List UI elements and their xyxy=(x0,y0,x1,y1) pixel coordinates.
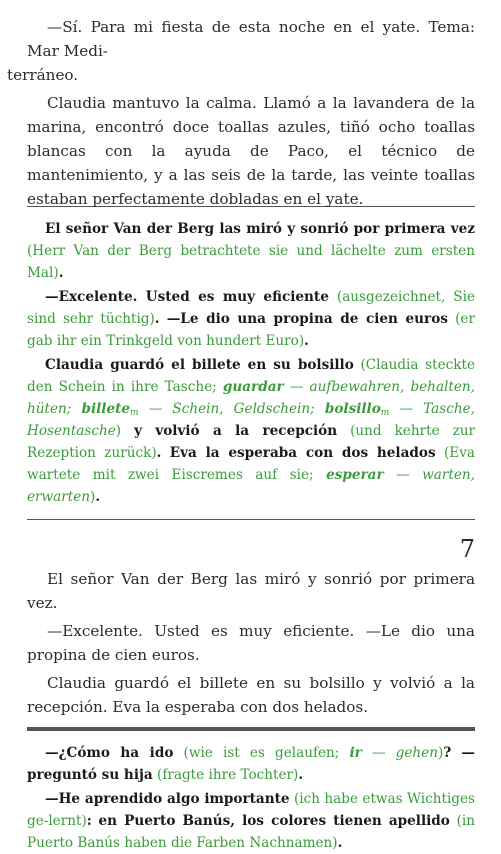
paragraph: —He aprendido algo importante (ich habe etwas Wichtiges ge-lernt): en Puerto Banús, los colores tienen apellido (in Puerto Banús haben die Farben Nachnamen). xyxy=(27,791,476,851)
spanish-text-top xyxy=(7,15,475,208)
spanish-phrase: en Puerto Banús, los colores tienen apellido xyxy=(98,813,450,829)
glossary-word: guardar xyxy=(222,379,284,395)
paragraph: Claudia mantuvo la calma. Llamó a la lavandera de la marina, encontró doce toallas azules, tiñó ocho toallas blancas con la ayuda de Paco, el técnico de mantenimiento, y a las seis de la tarde, las veinte toallas estaban perfectamente dobladas en el yate. xyxy=(27,94,475,208)
spanish-phrase: —Excelente. Usted es muy eficiente xyxy=(45,289,329,305)
glossary-definition: — gehen xyxy=(361,745,438,761)
text: terráneo. xyxy=(7,66,79,84)
spanish-phrase: —Le dio una propina de cien euros xyxy=(166,311,448,327)
glossary-definition: — Tasche, Hosentasche xyxy=(27,401,475,439)
spanish-phrase: Eva la esperaba con dos helados xyxy=(169,445,436,461)
bilingual-block xyxy=(27,742,475,854)
paragraph: —Excelente. Usted es muy eficiente (ausgezeichnet, Sie sind sehr tüchtig). —Le dio una propina de cien euros (er gab ihr ein Trinkgeld von hundert Euro). xyxy=(27,289,475,349)
punctuation: : xyxy=(86,813,92,829)
text: ) xyxy=(90,489,96,505)
german-translation xyxy=(184,745,444,761)
german-translation: (er gab ihr ein Trinkgeld von hundert Euro) xyxy=(27,311,475,349)
paragraph: El señor Van der Berg las miró y sonrió por primera vez. xyxy=(27,570,475,612)
german-translation: (ich habe etwas Wichtiges ge-lernt) xyxy=(27,791,476,829)
glossary-word: bolsillo xyxy=(324,401,381,417)
glossary-word: ir xyxy=(349,745,362,761)
section-divider xyxy=(27,519,475,520)
glossary-definition: — Schein, Geldschein; xyxy=(138,401,325,417)
german-translation: (in Puerto Banús haben die Farben Nachnamen) xyxy=(27,813,475,851)
glossary-definition: — aufbewahren, behalten, hüten; xyxy=(27,379,475,417)
text: (wie ist es gelaufen; xyxy=(183,745,350,761)
spanish-text-plain xyxy=(27,567,475,719)
gender-marker: m xyxy=(380,408,390,418)
glossary-definition: — warten, erwarten xyxy=(27,467,475,505)
text: (Eva wartete mit zwei Eiscremes auf sie; xyxy=(27,445,475,483)
book-page xyxy=(0,15,501,851)
text: ) xyxy=(115,423,122,439)
bilingual-block xyxy=(27,218,475,508)
spanish-phrase: —He aprendido algo importante xyxy=(45,791,290,807)
glossary-word: billete xyxy=(81,401,131,417)
section-divider xyxy=(27,727,475,731)
german-translation: (fragte ihre Tochter) xyxy=(157,767,299,783)
spanish-phrase: y volvió a la recepción xyxy=(134,423,338,439)
paragraph: Claudia guardó el billete en su bolsillo y volvió a la recepción. Eva la esperaba con dos helados. xyxy=(27,674,475,716)
gender-marker: m xyxy=(130,408,139,418)
page-number: 7 xyxy=(459,535,475,563)
german-translation: (und kehrte zur Rezeption zurück) xyxy=(27,423,475,461)
text: ) xyxy=(437,745,444,761)
german-translation: (Herr Van der Berg betrachtete sie und lächelte zum ersten Mal) xyxy=(27,243,475,281)
paragraph: El señor Van der Berg las miró y sonrió por primera vez (Herr Van der Berg betrachtete sie und lächelte zum ersten Mal). xyxy=(27,221,475,281)
text: —Sí. Para mi fiesta de esta noche en el yate. Tema: Mar Medi- xyxy=(27,18,475,60)
spanish-phrase: —¿Cómo ha ido xyxy=(45,745,174,761)
paragraph xyxy=(7,15,475,87)
spanish-phrase: El señor Van der Berg las miró y sonrió por primera vez xyxy=(45,221,475,237)
text: (Claudia steckte den Schein in ihre Tasche; xyxy=(27,357,475,395)
spanish-phrase: Claudia guardó el billete en su bolsillo xyxy=(45,357,354,373)
german-translation: (ausgezeichnet, Sie sind sehr tüchtig) xyxy=(27,289,475,327)
paragraph: —Excelente. Usted es muy eficiente. —Le dio una propina de cien euros. xyxy=(27,622,475,664)
spanish-phrase: —preguntó su hija xyxy=(27,745,475,783)
punctuation: ? xyxy=(443,745,452,761)
paragraph: Claudia guardó el billete en su bolsillo (Claudia steckte den Schein in ihre Tasche; guardar — aufbewahren, behalten, hüten; billete$_m$ — Schein, Geldschein; bolsillo$_m$ — Tasche, Hosentasche) y volvió a la recepción (und kehrte zur Rezeption zurück). Eva la esperaba con dos helados (Eva wartete mit zwei Eiscremes auf sie; esperar — warten, erwarten). xyxy=(27,357,475,505)
glossary-word: esperar xyxy=(326,467,384,483)
paragraph: —¿Cómo ha ido (wie ist es gelaufen; ir — gehen)? —preguntó su hija (fragte ihre Tochter). xyxy=(27,745,475,783)
